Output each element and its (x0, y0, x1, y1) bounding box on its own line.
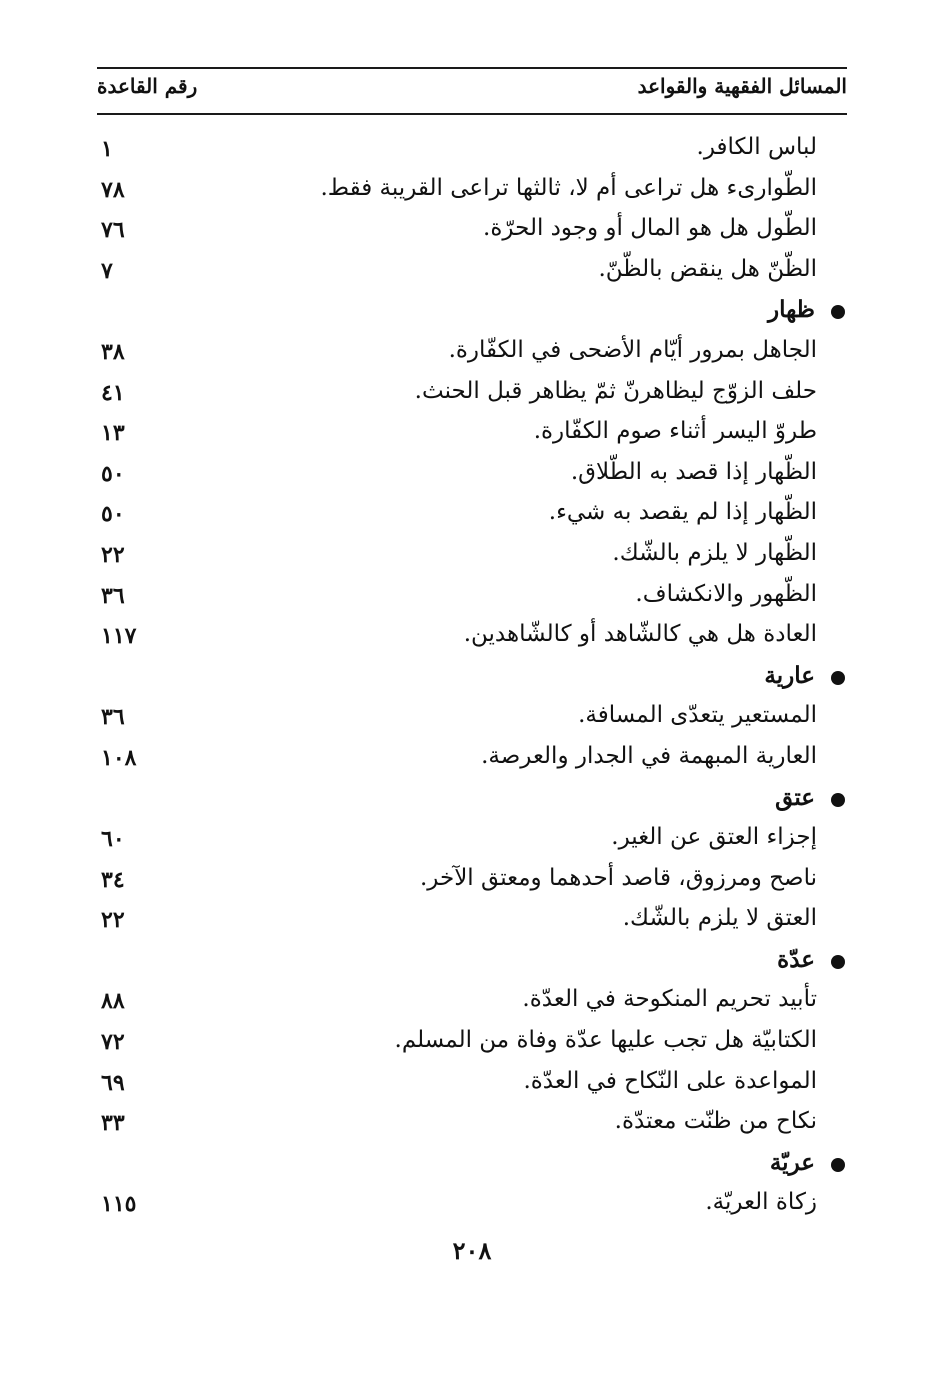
section-heading (97, 290, 847, 331)
entry-text: الطّوارىء هل تراعى أم لا، ثالثها تراعى القريبة فقط. (320, 174, 817, 201)
index-entry (97, 615, 847, 656)
entry-text: طروّ اليسر أثناء صوم الكفّارة. (533, 418, 817, 445)
index-entry-list (97, 128, 847, 1224)
rule-number: ٣٦ (101, 704, 125, 731)
entry-text: المواعدة على النّكاح في العدّة. (523, 1067, 817, 1094)
index-entry (97, 412, 847, 453)
rule-number: ٤١ (101, 379, 125, 406)
index-entry (97, 859, 847, 900)
entry-text: المستعير يتعدّى المسافة. (578, 702, 817, 729)
entry-text: الظّهور والانكشاف. (635, 580, 817, 607)
header-top-rule (97, 67, 847, 69)
rule-number: ٧٢ (101, 1029, 125, 1056)
bullet-icon (831, 793, 845, 807)
index-entry (97, 331, 847, 372)
rule-number: ١١٥ (101, 1191, 137, 1218)
bullet-icon (831, 671, 845, 685)
index-entry (97, 534, 847, 575)
index-entry (97, 1183, 847, 1224)
rule-number: ١٣ (101, 420, 125, 447)
entry-text: حلف الزوّج ليظاهرنّ ثمّ يظاهر قبل الحنث. (414, 377, 817, 404)
rule-number: ١ (101, 136, 113, 162)
entry-text: العارية المبهمة في الجدار والعرصة. (481, 742, 817, 769)
index-entry (97, 696, 847, 737)
rule-number: ٣٦ (101, 582, 125, 609)
entry-text: الجاهل بمرور أيّام الأضحى في الكفّارة. (448, 336, 817, 363)
section-heading-text: عارية (764, 661, 815, 689)
entry-text: الظّهار لا يلزم بالشّك. (612, 539, 817, 566)
index-entry (97, 1102, 847, 1143)
entry-text: زكاة العريّة. (705, 1189, 817, 1216)
index-entry (97, 1062, 847, 1103)
entry-text: إجزاء العتق عن الغير. (611, 824, 817, 851)
index-entry (97, 818, 847, 859)
entry-text: الكتابيّة هل تجب عليها عدّة وفاة من المسلم. (394, 1027, 817, 1054)
entry-text: الظّنّ هل ينقض بالظّنّ. (598, 255, 817, 282)
index-entry (97, 209, 847, 250)
bullet-icon (831, 305, 845, 319)
index-entry (97, 737, 847, 778)
rule-number: ٧ (101, 257, 113, 284)
rule-number: ٧٦ (101, 217, 125, 244)
running-header (97, 74, 847, 104)
bullet-icon (831, 1158, 845, 1172)
index-entry (97, 128, 847, 169)
entry-text: نكاح من ظنّت معتدّة. (614, 1108, 817, 1135)
index-entry (97, 453, 847, 494)
rule-number: ٥٠ (101, 501, 125, 528)
section-heading (97, 656, 847, 697)
section-heading-text: عدّة (777, 945, 815, 973)
entry-text: الظّهار إذا لم يقصد به شيء. (548, 499, 817, 526)
section-heading (97, 778, 847, 819)
rule-number: ٦٠ (101, 826, 125, 853)
index-entry (97, 1021, 847, 1062)
rule-number: ٣٤ (101, 866, 125, 893)
entry-text: العتق لا يلزم بالشّك. (622, 905, 817, 932)
rule-number: ٣٨ (101, 338, 125, 365)
entry-text: العادة هل هي كالشّاهد أو كالشّاهدين. (463, 621, 817, 648)
index-entry (97, 899, 847, 940)
rule-number: ١٠٨ (101, 744, 137, 771)
entry-text: الظّهار إذا قصد به الطّلاق. (570, 458, 817, 485)
entry-text: الطّول هل هو المال أو وجود الحرّة. (483, 215, 817, 242)
rule-number: ٢٢ (101, 907, 125, 934)
index-entry (97, 372, 847, 413)
entry-text: ناصح ومرزوق، قاصد أحدهما ومعتق الآخر. (419, 864, 817, 891)
section-heading-text: عريّة (769, 1148, 815, 1176)
entry-text: لباس الكافر. (696, 134, 817, 160)
header-bottom-rule (97, 113, 847, 115)
rule-number: ٨٨ (101, 988, 125, 1015)
bullet-icon (831, 955, 845, 969)
rule-number: ١١٧ (101, 623, 137, 650)
header-title: المسائل الفقهية والقواعد (637, 74, 847, 98)
index-entry (97, 493, 847, 534)
section-heading-text: عتق (775, 783, 815, 811)
section-heading (97, 1143, 847, 1184)
rule-number: ٢٢ (101, 541, 125, 568)
rule-number: ٣٣ (101, 1110, 125, 1137)
header-column-label: رقم القاعدة (97, 74, 198, 98)
rule-number: ٥٠ (101, 460, 125, 487)
index-entry (97, 980, 847, 1021)
section-heading (97, 940, 847, 981)
index-entry (97, 169, 847, 210)
rule-number: ٧٨ (101, 176, 125, 203)
entry-text: تأبيد تحريم المنكوحة في العدّة. (522, 986, 817, 1013)
index-entry (97, 250, 847, 291)
page-number: ٢٠٨ (452, 1236, 492, 1265)
section-heading-text: ظهار (767, 296, 815, 324)
rule-number: ٦٩ (101, 1069, 125, 1096)
index-entry (97, 575, 847, 616)
